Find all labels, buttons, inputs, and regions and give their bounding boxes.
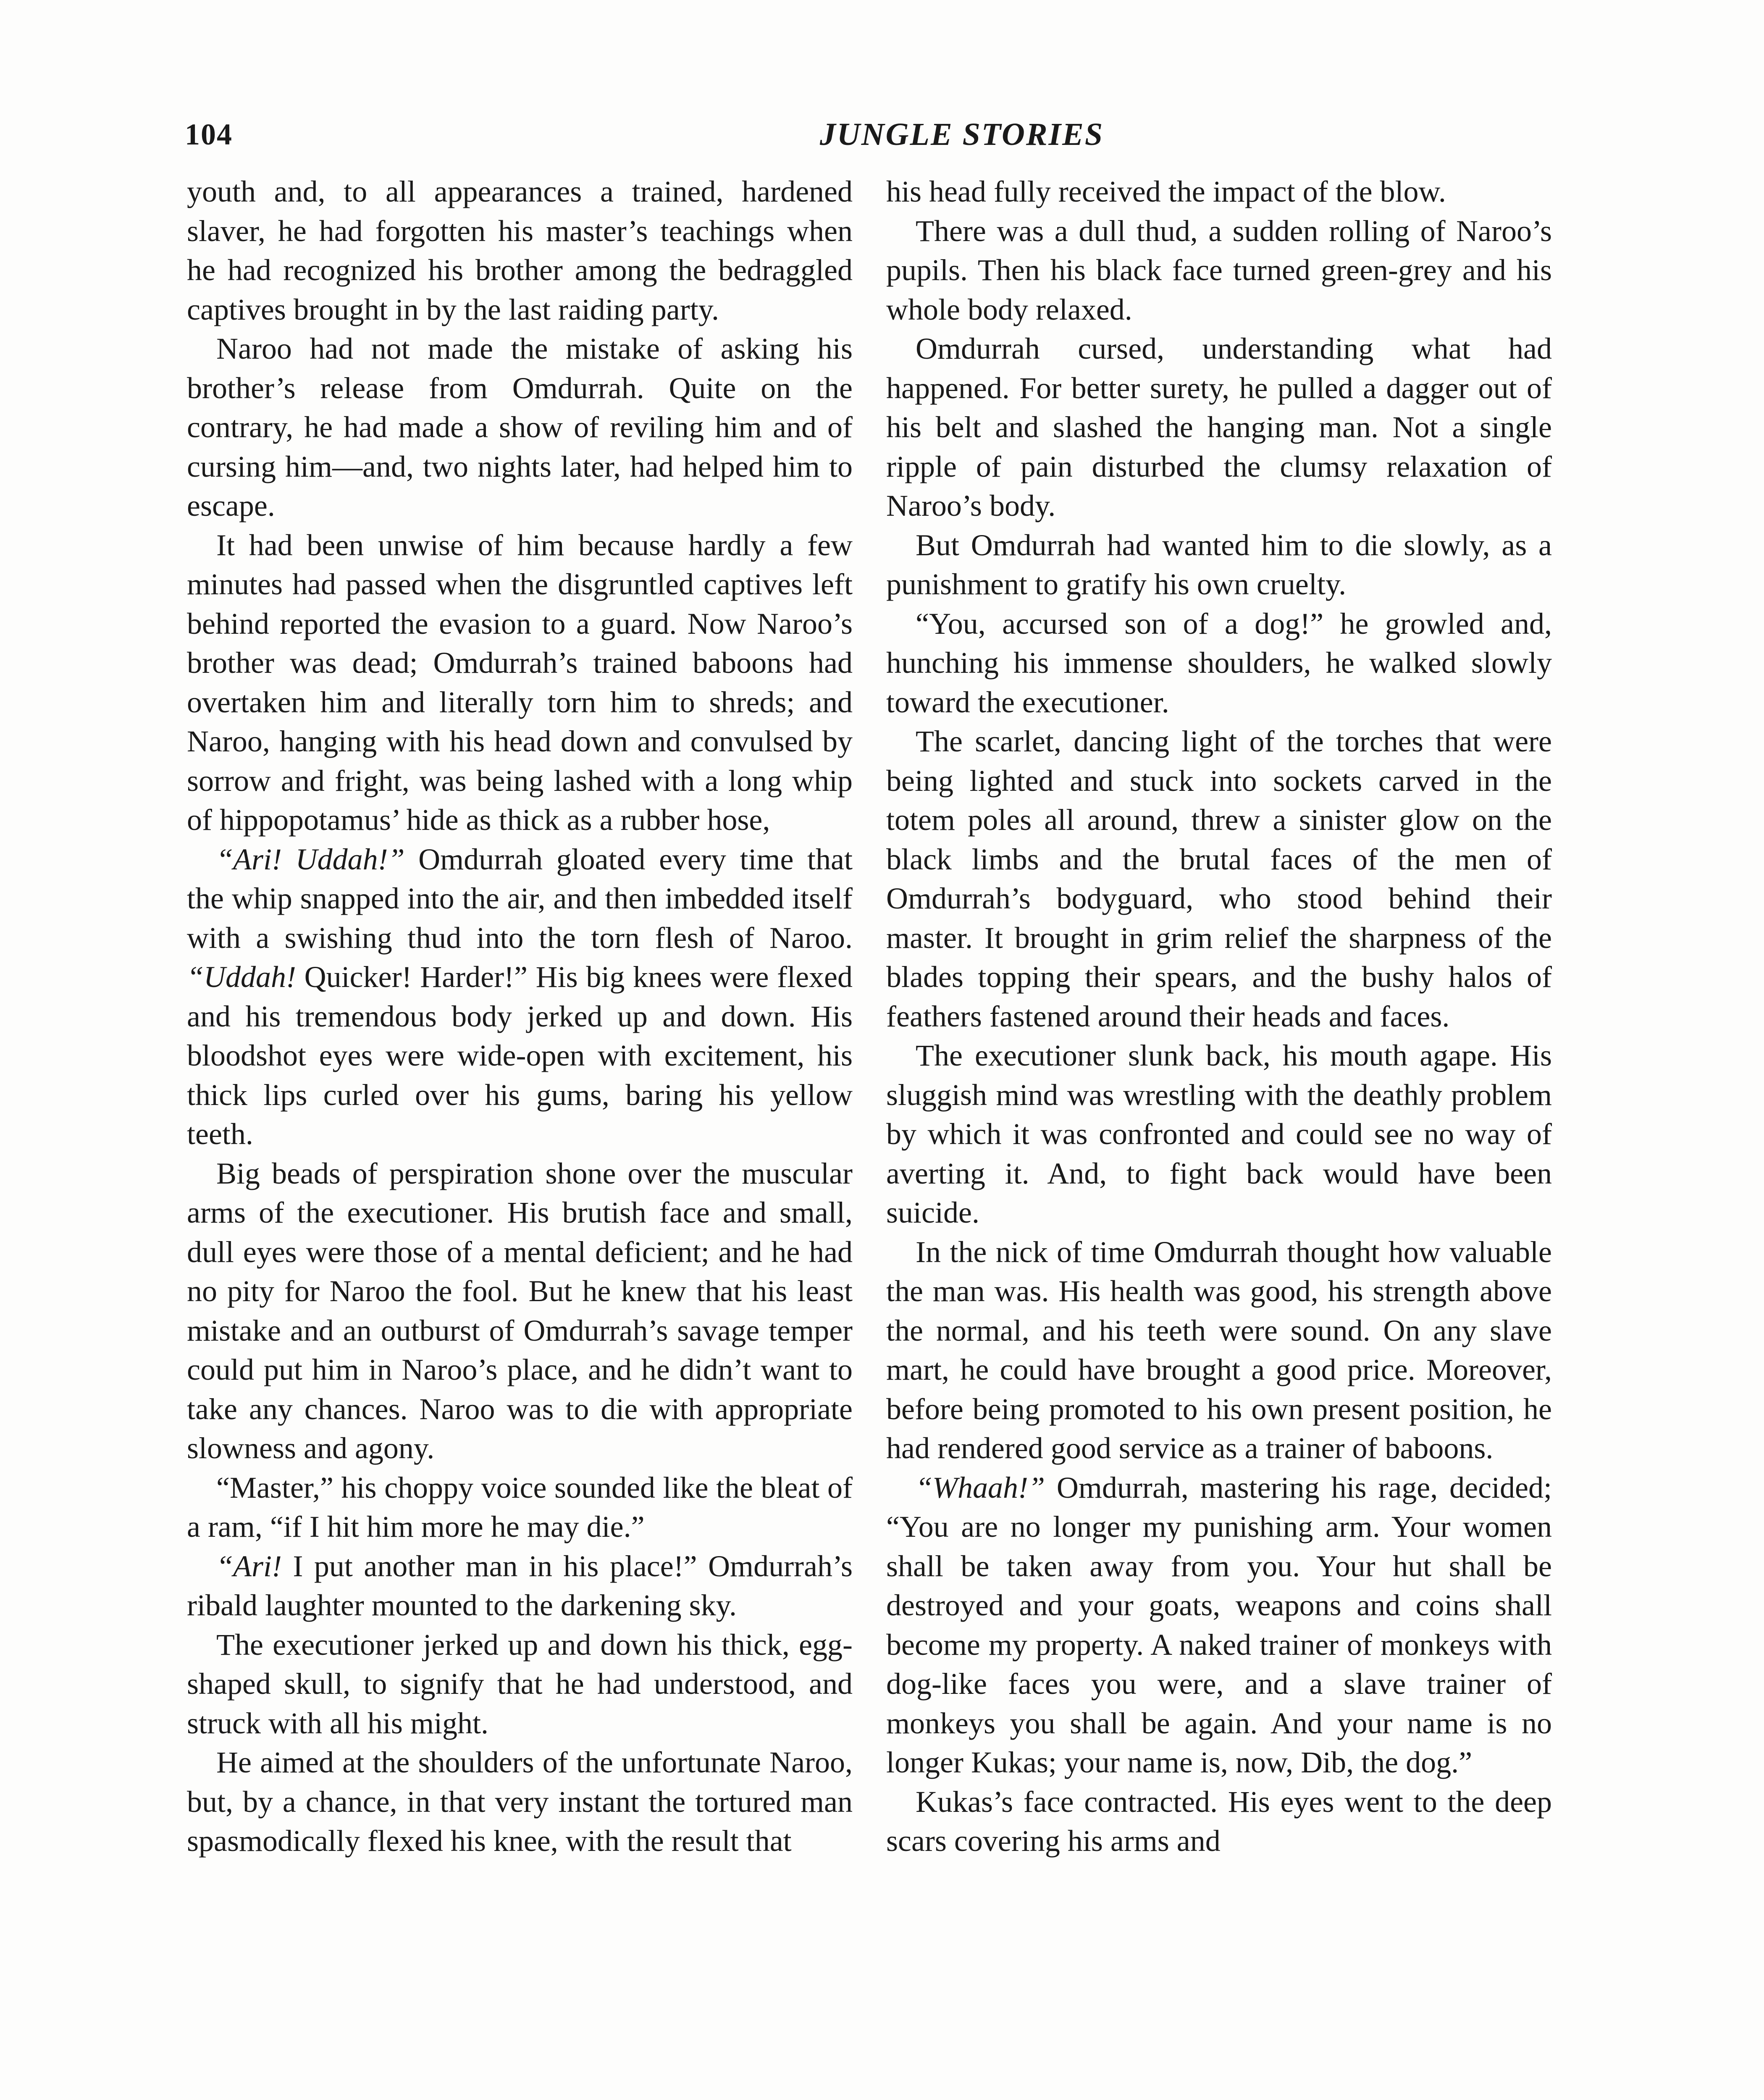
text-run: Big beads of perspiration shone over the muscular arms of the executioner. His brutish face and small, dull eyes were those of a mental deficient; and he had no pity for Naroo the fool. But he knew that his least mistake and an outburst of Omdurrah’s savage temper could put him in Naroo’s place, and he didn’t want to take any chances. Naroo was to die with appropriate slowness and agony. (187, 1156, 853, 1465)
paragraph (187, 1743, 853, 1861)
italic-text: “Ari! (216, 1549, 282, 1583)
text-run: Quicker! Harder!” His big knees were flexed and his tremendous body jerked up and down. His bloodshot eyes were wide-open with excitement, his thick lips curled over his gums, baring his yellow teeth. (187, 960, 853, 1151)
paragraph (187, 840, 853, 1154)
text-run: Omdurrah, mastering his rage, decided; “You are no longer my punishing arm. Your women shall be taken away from you. Your hut shall be destroyed and your goats, weapons and coins shall become my property. A naked trainer of monkeys with dog-like faces you were, and a slave trainer of monkeys you shall be again. And your name is no longer Kukas; your name is, now, Dib, the dog.” (886, 1470, 1552, 1779)
text-run: But Omdurrah had wanted him to die slowly, as a punishment to gratify his own cruelty. (886, 528, 1552, 601)
text-run: Omdurrah gloated every time that the whip snapped into the air, and then imbedded itself with a swishing thud into the torn flesh of Naroo. (187, 842, 853, 955)
paragraph (187, 1154, 853, 1468)
italic-text: “Uddah! (187, 960, 297, 994)
right-column (886, 172, 1552, 1861)
paragraph (886, 1233, 1552, 1468)
paragraph (187, 329, 853, 526)
text-run: The scarlet, dancing light of the torches that were being lighted and stuck into sockets carved in the totem poles all around, threw a sinister glow on the black limbs and the brutal faces of the men of Omdurrah’s bodyguard, who stood behind their master. It brought in grim relief the sharpness of the blades topping their spears, and the bushy halos of feathers fastened around their heads and faces. (886, 724, 1552, 1033)
running-head: JUNGLE STORIES (819, 117, 1104, 152)
paragraph (886, 1468, 1552, 1782)
text-run: “Master,” his choppy voice sounded like the bleat of a ram, “if I hit him more he may die.” (187, 1470, 853, 1544)
text-run: Naroo had not made the mistake of asking his brother’s release from Omdurrah. Quite on the contrary, he had made a show of reviling him and of cursing him—and, two nights later, had helped him to escape. (187, 332, 853, 522)
page-number: 104 (185, 118, 233, 151)
paragraph (886, 212, 1552, 330)
text-run: In the nick of time Omdurrah thought how valuable the man was. His health was good, his strength above the normal, and his teeth were sound. On any slave mart, he could have brought a good price. Moreover, before being promoted to his own present position, he had rendered good service as a trainer of baboons. (886, 1235, 1552, 1465)
paragraph (886, 526, 1552, 604)
italic-text: “Ari! Uddah!” (216, 842, 405, 876)
paragraph (886, 722, 1552, 1036)
paragraph (187, 526, 853, 840)
paragraph (886, 329, 1552, 526)
page-header (185, 113, 1554, 181)
text-run: Omdurrah cursed, understanding what had happened. For better surety, he pulled a dagger out of his belt and slashed the hanging man. Not a single ripple of pain disturbed the clumsy relaxation of Naroo’s body. (886, 332, 1552, 522)
paragraph (187, 1468, 853, 1547)
paragraph (886, 1036, 1552, 1233)
text-run: The executioner jerked up and down his thick, egg-shaped skull, to signify that he had understood, and struck with all his might. (187, 1628, 853, 1740)
text-run: “You, accursed son of a dog!” he growled and, hunching his immense shoulders, he walked slowly toward the executioner. (886, 606, 1552, 719)
text-run: youth and, to all appearances a trained, hardened slaver, he had forgotten his master’s teachings when he had recognized his brother among the bedraggled captives brought in by the last raiding party. (187, 175, 853, 326)
paragraph (886, 604, 1552, 722)
left-column (187, 172, 853, 1861)
text-run: I put another man in his place!” Omdurrah’s ribald laughter mounted to the darkening sky. (187, 1549, 853, 1622)
text-run: There was a dull thud, a sudden rolling of Naroo’s pupils. Then his black face turned green-grey and his whole body relaxed. (886, 214, 1552, 326)
paragraph (886, 1782, 1552, 1861)
paragraph (187, 1547, 853, 1625)
text-run: Kukas’s face contracted. His eyes went to the deep scars covering his arms and (886, 1785, 1552, 1858)
paragraph (187, 1625, 853, 1743)
text-run: He aimed at the shoulders of the unfortunate Naroo, but, by a chance, in that very instant the tortured man spasmodically flexed his knee, with the result that (187, 1746, 853, 1858)
italic-text: “Whaah!” (916, 1470, 1045, 1504)
paragraph (886, 172, 1552, 212)
text-run: It had been unwise of him because hardly a few minutes had passed when the disgruntled captives left behind reported the evasion to a guard. Now Naroo’s brother was dead; Omdurrah’s trained baboons had overtaken him and literally torn him to shreds; and Naroo, hanging with his head down and convulsed by sorrow and fright, was being lashed with a long whip of hippopotamus’ hide as thick as a rubber hose, (187, 528, 853, 837)
text-run: The executioner slunk back, his mouth agape. His sluggish mind was wrestling with the deathly problem by which it was confronted and could see no way of averting it. And, to fight back would have been suicide. (886, 1039, 1552, 1229)
paragraph (187, 172, 853, 329)
text-run: his head fully received the impact of the blow. (886, 175, 1446, 208)
